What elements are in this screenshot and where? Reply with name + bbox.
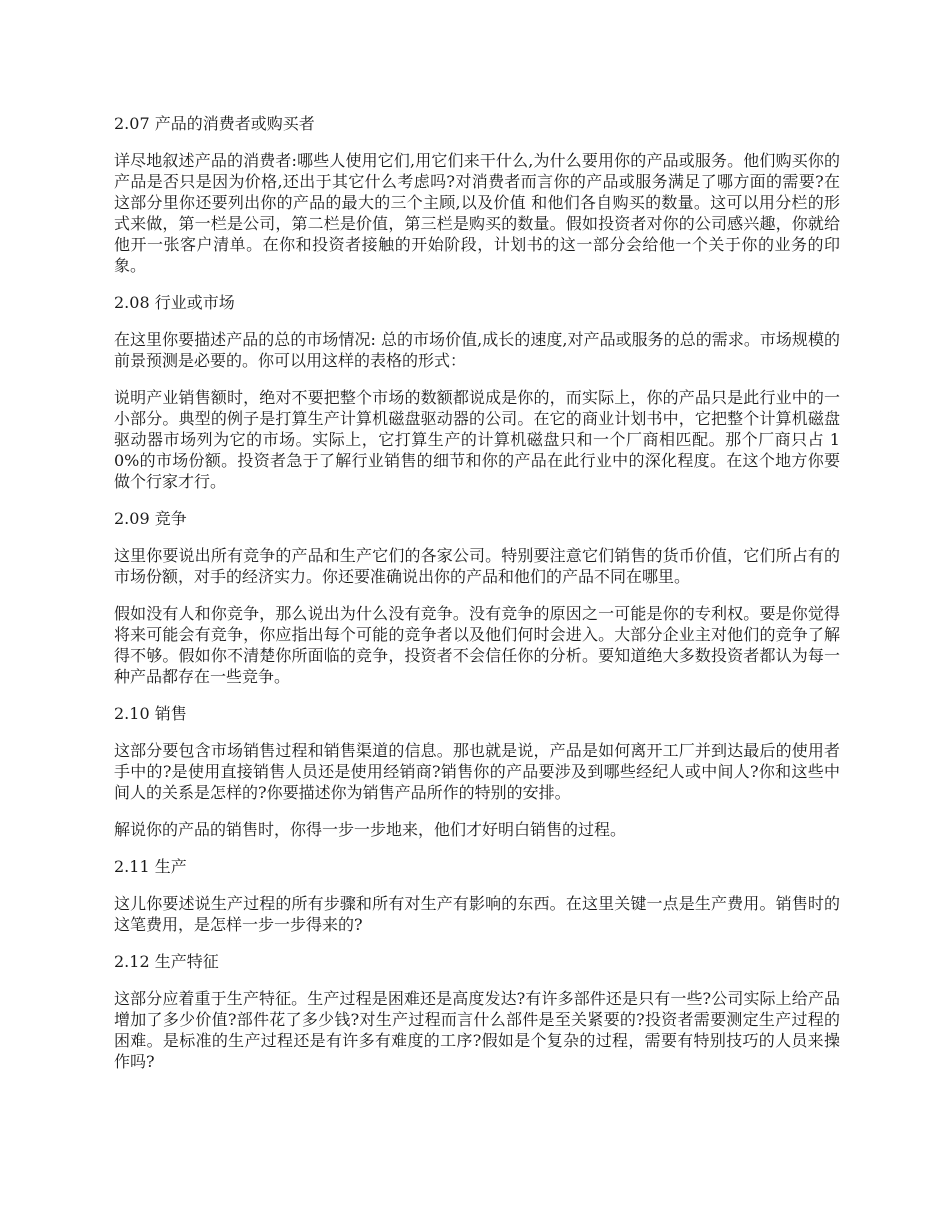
section-sales [114, 703, 840, 840]
section-heading: 2.11 生产 [114, 857, 187, 876]
section-heading: 2.07 产品的消费者或购买者 [114, 114, 315, 133]
section-production [114, 856, 840, 935]
paragraph: 详尽地叙述产品的消费者:哪些人使用它们,用它们来干什么,为什么要用你的产品或服务。他们购买你的产品是否只是因为价格,还出于其它什么考虑吗?对消费者而言你的产品或服务满足了哪方面的需要?在这部分里你还要列出你的产品的最大的三个主顾,以及价值 和他们各自购买的数量。这可以用分栏的形式来做，第一栏是公司，第二栏是价值，第三栏是购买的数量。假如投资者对你的公司感兴趣，你就给他开一张客户清单。在你和投资者接触的开始阶段，计划书的这一部分会给他一个关于你的业务的印象。 [114, 151, 840, 275]
section-production-features [114, 951, 840, 1072]
paragraph: 这儿你要述说生产过程的所有步骤和所有对生产有影响的东西。在这里关键一点是生产费用。销售时的这笔费用，是怎样一步一步得来的? [114, 894, 840, 934]
paragraph: 这部分要包含市场销售过程和销售渠道的信息。那也就是说，产品是如何离开工厂并到达最后的使用者手中的?是使用直接销售人员还是使用经销商?销售你的产品要涉及到哪些经纪人或中间人?你和这些中间人的关系是怎样的?你要描述你为销售产品所作的特别的安排。 [114, 741, 840, 802]
document-page [114, 113, 840, 1088]
paragraph: 假如没有人和你竞争，那么说出为什么没有竞争。没有竞争的原因之一可能是你的专利权。要是你觉得将来可能会有竞争，你应指出每个可能的竞争者以及他们何时会进入。大部分企业主对他们的竞争了解得不够。假如你不清楚你所面临的竞争，投资者不会信任你的分析。要知道绝大多数投资者都认为每一种产品都存在一些竞争。 [114, 604, 840, 686]
section-heading: 2.10 销售 [114, 704, 187, 723]
section-heading: 2.12 生产特征 [114, 952, 219, 971]
paragraph: 这部分应着重于生产特征。生产过程是困难还是高度发达?有许多部件还是只有一些?公司实际上给产品增加了多少价值?部件花了多少钱?对生产过程而言什么部件是至关紧要的?投资者需要测定生产过程的困难。是标准的生产过程还是有许多有难度的工序?假如是个复杂的过程，需要有特别技巧的人员来操作吗? [114, 989, 840, 1071]
paragraph: 在这里你要描述产品的总的市场情况: 总的市场价值,成长的速度,对产品或服务的总的需求。市场规模的前景预测是必要的。你可以用这样的表格的形式： [114, 330, 840, 370]
paragraph: 说明产业销售额时，绝对不要把整个市场的数额都说成是你的，而实际上，你的产品只是此行业中的一小部分。典型的例子是打算生产计算机磁盘驱动器的公司。在它的商业计划书中，它把整个计算机磁盘驱动器市场列为它的市场。实际上，它打算生产的计算机磁盘只和一个厂商相匹配。那个厂商只占 10%的市场份额。投资者急于了解行业销售的细节和你的产品在此行业中的深化程度。在这个地方你要做个行家才行。 [114, 388, 840, 491]
section-industry-market [114, 292, 840, 492]
section-consumers [114, 113, 840, 276]
paragraph: 这里你要说出所有竞争的产品和生产它们的各家公司。特别要注意它们销售的货币价值，它们所占有的市场份额，对手的经济实力。你还要准确说出你的产品和他们的产品不同在哪里。 [114, 546, 840, 586]
section-competition [114, 508, 840, 687]
section-heading: 2.09 竞争 [114, 509, 187, 528]
paragraph: 解说你的产品的销售时，你得一步一步地来，他们才好明白销售的过程。 [114, 820, 627, 839]
section-heading: 2.08 行业或市场 [114, 293, 235, 312]
